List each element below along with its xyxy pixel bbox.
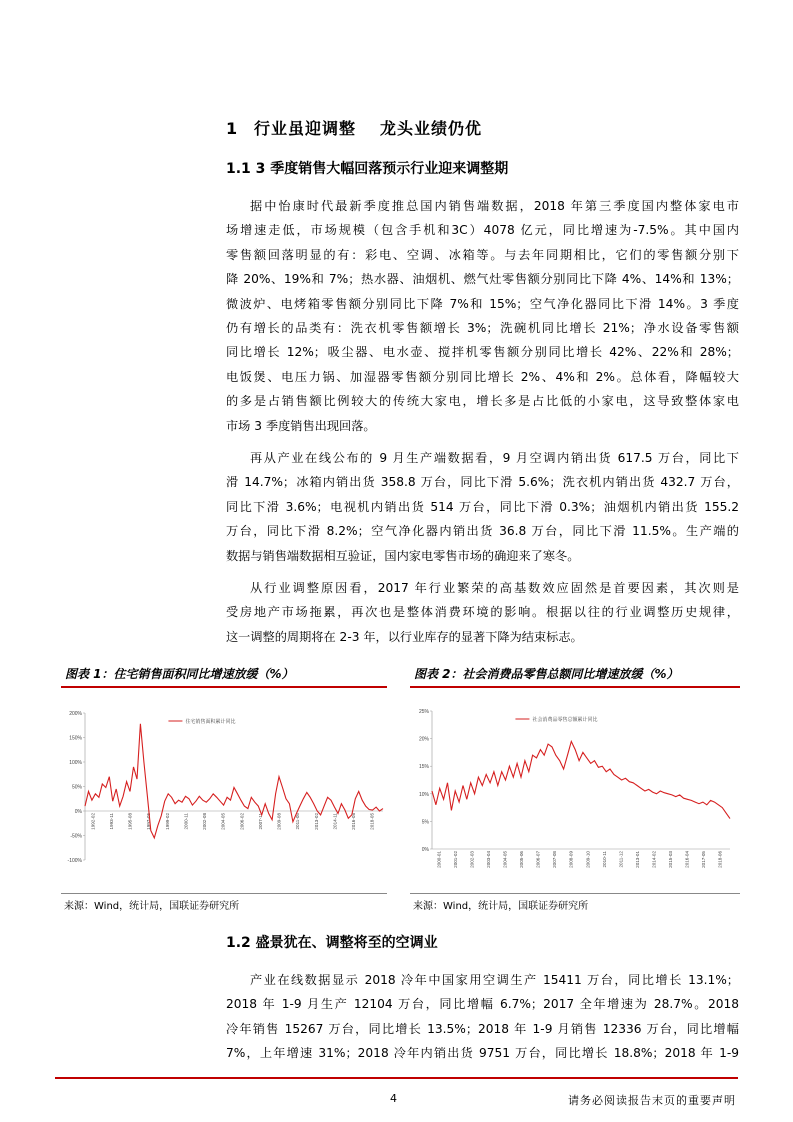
x-tick-label: 2003-04 bbox=[485, 851, 491, 868]
x-tick-label: 2016-04 bbox=[684, 851, 690, 868]
subsection-title-1-2: 1.2 盛景犹在、调整将至的空调业 bbox=[226, 935, 438, 951]
figure-2-source-rule bbox=[410, 893, 740, 894]
y-tick-label: 100% bbox=[69, 760, 82, 766]
footer-rule bbox=[55, 1077, 738, 1079]
y-tick-label: 150% bbox=[69, 735, 82, 742]
figure-1-chart bbox=[61, 690, 387, 890]
x-tick-label: 2013-01 bbox=[634, 851, 640, 868]
figure-1-source: 来源：Wind，统计局，国联证券研究所 bbox=[64, 901, 240, 912]
y-tick-label: 25% bbox=[418, 709, 429, 715]
paragraph-line: 微波炉、电烤箱零售额分别同比下降 7%和 15%；空气净化器同比下滑 14%。3 季度 bbox=[226, 296, 739, 311]
x-tick-label: 2004-05 bbox=[502, 851, 508, 868]
x-tick-label: 2011-05 bbox=[295, 813, 301, 830]
x-tick-label: 2002-03 bbox=[469, 851, 475, 868]
y-tick-label: 5% bbox=[421, 819, 429, 826]
footer-disclaimer: 请务必阅读报告末页的重要声明 bbox=[568, 1094, 736, 1107]
y-tick-label: 20% bbox=[418, 736, 429, 743]
x-tick-label: 1993-11 bbox=[108, 813, 114, 830]
page-number: 4 bbox=[390, 1092, 397, 1105]
paragraph-line: 这一调整的周期将在 2-3 年，以行业库存的显著下降为结束标志。 bbox=[226, 629, 583, 644]
x-tick-label: 2006-07 bbox=[535, 851, 541, 868]
x-tick-label: 2001-02 bbox=[452, 851, 458, 868]
paragraph-line: 电饭煲、电压力锅、加湿器零售额分别同比增长 2%、4%和 2%。总体看，降幅较大 bbox=[226, 369, 739, 384]
y-tick-label: -100% bbox=[67, 858, 82, 864]
paragraph-1 bbox=[226, 194, 739, 438]
paragraph-line: 数据与销售端数据相互验证，国内家电零售市场的确迎来了寒冬。 bbox=[226, 548, 580, 563]
subsection-title-1-1: 1.1 3 季度销售大幅回落预示行业迎来调整期 bbox=[226, 161, 509, 177]
paragraph-line: 2018 年 1-9 月生产 12104 万台，同比增幅 6.7%；2017 全年增速为 28.7%。2018 bbox=[226, 997, 739, 1012]
legend-label: 社会消费品零售总额累计同比 bbox=[532, 717, 598, 723]
figure-1-title: 图表 1：住宅销售面积同比增速放缓（%） bbox=[65, 667, 294, 681]
section-heading bbox=[226, 116, 482, 139]
paragraph-line: 市场 3 季度销售出现回落。 bbox=[226, 418, 376, 433]
paragraph-line: 零售额回落明显的有：彩电、空调、冰箱等。与去年同期相比，它们的零售额分别下 bbox=[226, 247, 739, 262]
figure-2-chart bbox=[410, 690, 740, 890]
x-tick-label: 1997-05 bbox=[146, 813, 152, 830]
y-tick-label: -50% bbox=[70, 833, 82, 840]
y-tick-label: 10% bbox=[418, 791, 429, 798]
paragraph-line: 场增速走低，市场规模（包含手机和3C）4078 亿元，同比增速为-7.5%。其中国内 bbox=[226, 223, 739, 238]
paragraph-4 bbox=[226, 968, 739, 1066]
paragraph-line: 滑 14.7%；冰箱内销出货 358.8 万台，同比下滑 5.6%；洗衣机内销出货 432.7 万台， bbox=[226, 475, 739, 490]
paragraph-line: 同比增长 12%；吸尘器、电水壶、搅拌机零售额分别同比增长 42%、22%和 28%； bbox=[226, 345, 739, 360]
paragraph-line: 产业在线数据显示 2018 冷年中国家用空调生产 15411 万台，同比增长 13.1%； bbox=[250, 973, 739, 987]
x-tick-label: 2009-10 bbox=[585, 851, 591, 868]
x-tick-label: 2007-11 bbox=[257, 813, 263, 830]
x-tick-label: 2013-02 bbox=[313, 813, 319, 830]
y-tick-label: 15% bbox=[418, 764, 429, 771]
x-tick-label: 1999-02 bbox=[164, 813, 170, 830]
paragraph-3 bbox=[226, 576, 739, 649]
y-tick-label: 50% bbox=[71, 784, 82, 791]
x-tick-label: 2000-01 bbox=[436, 851, 442, 868]
paragraph-line: 同比下滑 3.6%；电视机内销出货 514 万台，同比下滑 0.3%；油烟机内销出货 155.2 bbox=[226, 499, 739, 514]
paragraph-line: 受房地产市场拖累，再次也是整体消费环境的影响。根据以往的行业调整历史规律， bbox=[226, 605, 739, 620]
section-number: 1 bbox=[226, 119, 239, 138]
paragraph-line: 降 20%、19%和 7%；热水器、油烟机、燃气灶零售额分别同比下降 4%、14%和 13%； bbox=[226, 272, 739, 287]
x-tick-label: 2011-12 bbox=[618, 851, 624, 868]
series-line bbox=[432, 741, 730, 818]
x-tick-label: 2018-06 bbox=[717, 851, 723, 868]
paragraph-line: 从行业调整原因看，2017 年行业繁荣的高基数效应固然是首要因素，其次则是 bbox=[250, 581, 739, 595]
x-tick-label: 2010-11 bbox=[601, 851, 607, 868]
x-tick-label: 2004-05 bbox=[220, 813, 226, 830]
paragraph-line: 冷年销售 15267 万台，同比增长 13.5%；2018 年 1-9 月销售 12336 万台，同比增幅 bbox=[226, 1021, 739, 1036]
x-tick-label: 2018-05 bbox=[369, 813, 375, 830]
x-tick-label: 2008-09 bbox=[568, 851, 574, 868]
x-tick-label: 2009-08 bbox=[276, 813, 282, 830]
x-tick-label: 1995-08 bbox=[127, 813, 133, 830]
figure-2-title: 图表 2：社会消费品零售总额同比增速放缓（%） bbox=[414, 667, 679, 681]
x-tick-label: 2017-05 bbox=[701, 851, 707, 868]
x-tick-label: 2007-08 bbox=[552, 851, 558, 868]
figure-2-source: 来源：Wind，统计局，国联证券研究所 bbox=[413, 901, 589, 912]
paragraph-line: 据中怡康时代最新季度推总国内销售端数据，2018 年第三季度国内整体家电市 bbox=[250, 199, 739, 213]
section-title-part-b: 龙头业绩仍优 bbox=[380, 119, 483, 138]
paragraph-line: 7%，上年增速 31%；2018 冷年内销出货 9751 万台，同比增长 18.8%；2018 年 1-9 bbox=[226, 1046, 739, 1061]
x-tick-label: 2015-03 bbox=[668, 851, 674, 868]
x-tick-label: 2002-08 bbox=[202, 813, 208, 830]
x-tick-label: 2006-02 bbox=[239, 813, 245, 830]
section-title-part-a: 行业虽迎调整 bbox=[254, 119, 357, 138]
figure-1-rule bbox=[61, 686, 387, 688]
x-tick-label: 2016-08 bbox=[351, 813, 357, 830]
paragraph-line: 万台，同比下滑 8.2%；空气净化器内销出货 36.8 万台，同比下滑 11.5%。生产端的 bbox=[226, 524, 739, 539]
paragraph-2 bbox=[226, 446, 739, 568]
paragraph-line: 再从产业在线公布的 9 月生产端数据看，9 月空调内销出货 617.5 万台，同比下 bbox=[250, 451, 739, 465]
x-tick-label: 2000-11 bbox=[183, 813, 189, 830]
x-tick-label: 2014-02 bbox=[651, 851, 657, 868]
y-tick-label: 0% bbox=[74, 809, 82, 815]
y-tick-label: 0% bbox=[421, 847, 429, 853]
legend-label: 住宅销售面积累计同比 bbox=[185, 719, 236, 725]
figure-1-source-rule bbox=[61, 893, 387, 894]
figure-2-rule bbox=[410, 686, 740, 688]
x-tick-label: 2005-06 bbox=[519, 851, 525, 868]
x-tick-label: 2014-11 bbox=[332, 813, 338, 830]
paragraph-line: 仍有增长的品类有：洗衣机零售额增长 3%；洗碗机同比增长 21%；净水设备零售额 bbox=[226, 320, 739, 335]
y-tick-label: 200% bbox=[69, 711, 82, 717]
x-tick-label: 1992-02 bbox=[90, 813, 96, 830]
paragraph-line: 的多是占销售额比例较大的传统大家电，增长多是占比低的小家电，这导致整体家电 bbox=[226, 394, 739, 409]
